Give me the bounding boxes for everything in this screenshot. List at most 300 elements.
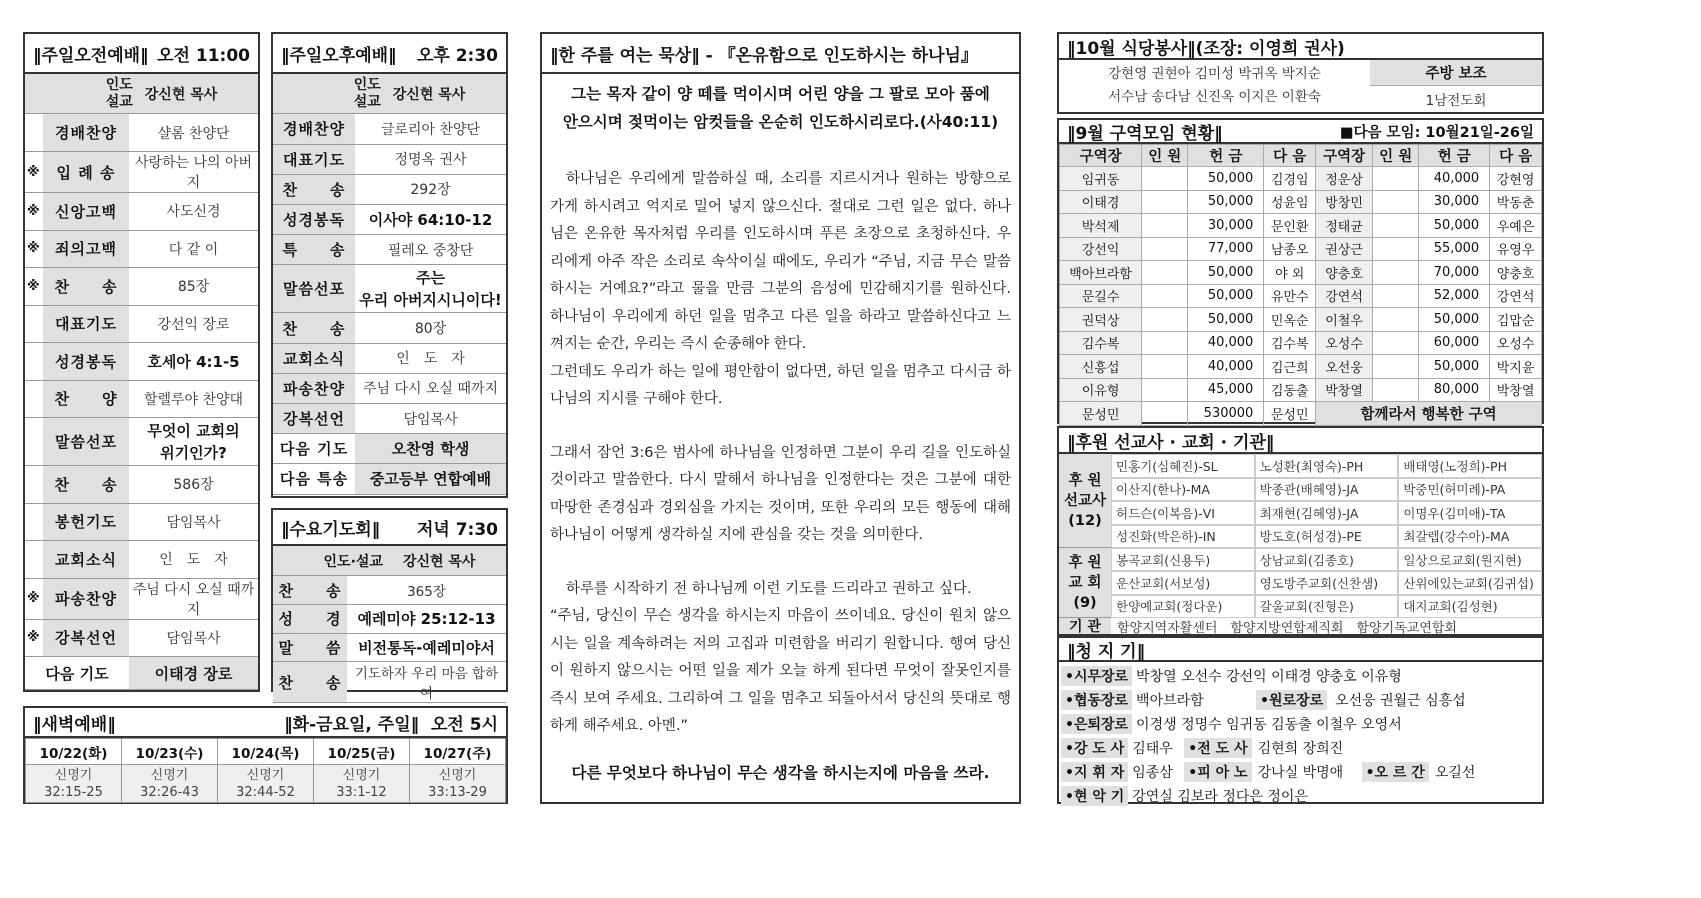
dawn-readings-row bbox=[26, 765, 506, 803]
order-value: 다 같 이 bbox=[129, 230, 258, 268]
cell-value bbox=[1142, 284, 1188, 308]
cell-row bbox=[1060, 214, 1542, 238]
cell-value bbox=[1142, 308, 1188, 332]
wednesday-leader-row bbox=[273, 546, 506, 576]
order-row bbox=[273, 373, 506, 403]
order-value: 주님 다시 오실 때까지 bbox=[355, 373, 506, 403]
order-label: 찬 송 bbox=[43, 466, 129, 504]
order-label: 경배찬양 bbox=[43, 114, 129, 152]
order-value: 인 도 자 bbox=[129, 541, 258, 579]
conductor-names: 임종삼 bbox=[1132, 765, 1173, 781]
cell-value: 77,000 bbox=[1188, 237, 1264, 261]
order-value: 85장 bbox=[129, 268, 258, 306]
church-item: 봉곡교회(신용두) bbox=[1111, 548, 1255, 571]
afternoon-service-time: 오후 2:30 bbox=[416, 45, 498, 66]
order-label: 찬 송 bbox=[273, 662, 347, 703]
cell-value: 이철우 bbox=[1316, 308, 1373, 332]
order-label: 대표기도 bbox=[43, 305, 129, 343]
order-row bbox=[273, 144, 506, 174]
retired-elders-tag: •은퇴장로 bbox=[1061, 714, 1132, 734]
cell-groups-next: ■다음 모임: 10월21일-26일 bbox=[1339, 124, 1534, 141]
cell-value: 성윤임 bbox=[1264, 190, 1316, 214]
order-value: 586장 bbox=[129, 466, 258, 504]
dawn-date: 10/27(주) bbox=[410, 739, 506, 765]
cell-value: 김동출 bbox=[1264, 378, 1316, 402]
order-label: 교회소식 bbox=[273, 343, 355, 373]
cell-value: 30,000 bbox=[1188, 214, 1264, 238]
order-value: 정명옥 권사 bbox=[355, 144, 506, 174]
cell-value: 박창열 bbox=[1316, 378, 1373, 402]
cell-row bbox=[1060, 331, 1542, 355]
morning-leader-role1: 인도 bbox=[105, 76, 133, 93]
cell-value: 김수복 bbox=[1264, 331, 1316, 355]
cell-value: 유영우 bbox=[1490, 237, 1542, 261]
cell-value: 문성민 bbox=[1264, 402, 1316, 426]
cell-groups-title: ‖9월 구역모임 현황‖ bbox=[1067, 123, 1223, 144]
cell-value: 40,000 bbox=[1188, 355, 1264, 379]
cell-value: 문길수 bbox=[1060, 284, 1142, 308]
order-row bbox=[273, 576, 506, 605]
order-value-line1: 무엇이 교회의 bbox=[147, 421, 240, 440]
order-label: 성경봉독 bbox=[273, 205, 355, 235]
officers-row-preachers bbox=[1061, 736, 1540, 760]
active-elders-names: 박창열 오선수 강선익 이태경 양충호 이유형 bbox=[1136, 669, 1402, 685]
wednesday-order-table bbox=[273, 576, 506, 703]
cell-value: 강연석 bbox=[1316, 284, 1373, 308]
morning-leader-name: 강신현 목사 bbox=[144, 86, 218, 103]
order-value bbox=[129, 418, 258, 466]
order-value: 비전통독-예레미야서 bbox=[347, 633, 506, 662]
missionary-item: 성진화(박은하)-IN bbox=[1111, 525, 1255, 549]
order-value-line2: 우리 아버지시니이다! bbox=[359, 290, 502, 309]
church-item: 대지교회(김성현) bbox=[1398, 595, 1542, 618]
order-label: 말씀선포 bbox=[273, 265, 355, 313]
strings-tag: •현 악 기 bbox=[1061, 786, 1128, 806]
order-row bbox=[273, 662, 506, 703]
cell-value: 강선익 bbox=[1060, 237, 1142, 261]
cell-value: 박석제 bbox=[1060, 214, 1142, 238]
order-row bbox=[25, 152, 258, 193]
cell-value: 방창민 bbox=[1316, 190, 1373, 214]
cell-value bbox=[1142, 331, 1188, 355]
dawn-date: 10/24(목) bbox=[218, 739, 314, 765]
cell-groups-table bbox=[1059, 144, 1542, 426]
morning-leader-row bbox=[25, 74, 258, 114]
cell-value bbox=[1373, 190, 1419, 214]
cell-value: 오성수 bbox=[1316, 331, 1373, 355]
cell-value: 문인환 bbox=[1264, 214, 1316, 238]
order-label: 말 씀 bbox=[273, 633, 347, 662]
afternoon-leader-name: 강신현 목사 bbox=[392, 86, 466, 103]
order-row bbox=[25, 343, 258, 381]
support-agency-list: 함양지역자활센터 함양지방연합제직회 함양기독교연합회 bbox=[1117, 620, 1457, 636]
morning-service-box bbox=[23, 32, 260, 692]
cell-value: 정태균 bbox=[1316, 214, 1373, 238]
cell-value: 이유형 bbox=[1060, 378, 1142, 402]
order-row bbox=[25, 380, 258, 418]
cell-value: 50,000 bbox=[1419, 308, 1490, 332]
cell-value: 40,000 bbox=[1419, 167, 1490, 191]
order-mark bbox=[25, 343, 43, 381]
cell-row bbox=[1060, 237, 1542, 261]
dawn-reading bbox=[314, 765, 410, 803]
cell-value: 50,000 bbox=[1188, 308, 1264, 332]
preacher-names: 김태우 bbox=[1132, 741, 1173, 757]
church-item: 한양예교회(정다운) bbox=[1111, 595, 1255, 618]
dawn-schedule-table bbox=[25, 738, 506, 803]
officers-title: ‖청 지 기‖ bbox=[1067, 641, 1146, 662]
cell-last-row bbox=[1060, 402, 1542, 426]
order-value: 292장 bbox=[355, 174, 506, 204]
afternoon-service-header bbox=[273, 34, 506, 74]
cell-value bbox=[1373, 308, 1419, 332]
cell-value: 문성민 bbox=[1060, 402, 1142, 426]
kitchen-volunteers-line2: 서수남 송다남 신진옥 이지은 이환숙 bbox=[1108, 89, 1321, 105]
piano-names: 강나실 박명애 bbox=[1257, 765, 1344, 781]
wednesday-service-title: ‖수요기도회‖ bbox=[281, 519, 381, 540]
order-label: 파송찬양 bbox=[43, 578, 129, 619]
support-agency-label: 기 관 bbox=[1059, 618, 1111, 634]
meditation-closing: 다른 무엇보다 하나님이 무슨 생각을 하시는지에 마음을 쓰라. bbox=[571, 763, 990, 782]
cell-value: 30,000 bbox=[1419, 190, 1490, 214]
order-label: 입 례 송 bbox=[43, 152, 129, 193]
order-row bbox=[273, 313, 506, 343]
missionary-item: 박종관(배혜영)-JA bbox=[1255, 478, 1399, 502]
dawn-reading bbox=[26, 765, 122, 803]
order-mark: ※ bbox=[25, 193, 43, 231]
cell-header: 다 음 bbox=[1264, 145, 1316, 167]
organ-names: 오길선 bbox=[1434, 765, 1476, 781]
piano-tag: •피 아 노 bbox=[1184, 762, 1251, 782]
support-church-grid bbox=[1111, 548, 1542, 617]
preacher-tag: •강 도 사 bbox=[1061, 738, 1128, 758]
church-item: 운산교회(서보성) bbox=[1111, 571, 1255, 594]
cell-value: 양충호 bbox=[1490, 261, 1542, 285]
order-value: 80장 bbox=[355, 313, 506, 343]
order-value: 사도신경 bbox=[129, 193, 258, 231]
emeritus-elders-tag: •원로장로 bbox=[1256, 690, 1327, 710]
missionary-item: 방도호(허성경)-PE bbox=[1255, 525, 1399, 549]
kitchen-volunteers bbox=[1059, 60, 1370, 112]
dawn-reading bbox=[122, 765, 218, 803]
order-row bbox=[25, 541, 258, 579]
cell-value: 민옥순 bbox=[1264, 308, 1316, 332]
cell-header: 인 원 bbox=[1373, 145, 1419, 167]
cell-value: 50,000 bbox=[1419, 214, 1490, 238]
order-value: 샬롬 찬양단 bbox=[129, 114, 258, 152]
order-label: 신앙고백 bbox=[43, 193, 129, 231]
dawn-service-title: ‖새벽예배‖ bbox=[33, 714, 116, 735]
order-label: 강복선언 bbox=[273, 404, 355, 434]
cell-value: 50,000 bbox=[1419, 355, 1490, 379]
missionary-item: 최재현(김혜영)-JA bbox=[1255, 501, 1399, 525]
church-item: 산위에있는교회(김귀섭) bbox=[1398, 571, 1542, 594]
order-mark: ※ bbox=[25, 578, 43, 619]
evangelist-names: 김현희 장희진 bbox=[1257, 741, 1344, 757]
cell-value: 박동춘 bbox=[1490, 190, 1542, 214]
church-item: 영도방주교회(신찬샘) bbox=[1255, 571, 1399, 594]
order-row bbox=[273, 343, 506, 373]
cell-footer: 함께라서 행복한 구역 bbox=[1316, 402, 1542, 426]
cell-value: 남종오 bbox=[1264, 237, 1316, 261]
order-value: 담임목사 bbox=[129, 503, 258, 541]
order-label: 교회소식 bbox=[43, 541, 129, 579]
wednesday-service-box bbox=[271, 508, 508, 702]
cell-value bbox=[1373, 355, 1419, 379]
missionary-item: 배태영(노정희)-PH bbox=[1398, 454, 1542, 478]
order-mark: ※ bbox=[25, 230, 43, 268]
morning-order-table bbox=[25, 114, 258, 690]
cell-value: 오성수 bbox=[1490, 331, 1542, 355]
order-value: 오찬영 학생 bbox=[355, 434, 506, 464]
cell-value: 박창열 bbox=[1490, 378, 1542, 402]
order-row bbox=[273, 205, 506, 235]
dawn-book: 신명기 bbox=[54, 767, 93, 783]
meditation-verse-line2: 안으시며 젖먹이는 암컷들을 온순히 인도하시리로다.(사40:11) bbox=[562, 113, 999, 131]
order-row bbox=[273, 265, 506, 313]
officers-row-music bbox=[1061, 760, 1540, 784]
order-label: 찬 양 bbox=[43, 380, 129, 418]
order-label: 성 경 bbox=[273, 605, 347, 634]
church-item: 일상으로교회(원지현) bbox=[1398, 548, 1542, 571]
retired-elders-names: 이경생 정명수 임귀동 김동출 이철우 오영서 bbox=[1136, 717, 1402, 733]
next-prayer-value: 이태경 장로 bbox=[129, 657, 258, 690]
order-mark bbox=[25, 114, 43, 152]
order-label: 봉헌기도 bbox=[43, 503, 129, 541]
conductor-tag: •지 휘 자 bbox=[1061, 762, 1128, 782]
order-value: 강선익 장로 bbox=[129, 305, 258, 343]
order-mark bbox=[25, 466, 43, 504]
support-agencies bbox=[1059, 618, 1542, 634]
cell-value: 50,000 bbox=[1188, 190, 1264, 214]
order-mark bbox=[25, 380, 43, 418]
order-value: 중고등부 연합예배 bbox=[355, 464, 506, 494]
cell-value bbox=[1373, 167, 1419, 191]
dawn-verse: 32:15-25 bbox=[44, 784, 103, 800]
cell-row bbox=[1060, 378, 1542, 402]
cell-value: 80,000 bbox=[1419, 378, 1490, 402]
cell-value: 우예은 bbox=[1490, 214, 1542, 238]
wednesday-leader-name: 강신현 목사 bbox=[402, 553, 476, 570]
order-label: 찬 송 bbox=[43, 268, 129, 306]
order-row bbox=[25, 619, 258, 657]
dawn-date: 10/22(화) bbox=[26, 739, 122, 765]
order-mark bbox=[25, 305, 43, 343]
cell-value: 양충호 bbox=[1316, 261, 1373, 285]
cell-value bbox=[1142, 237, 1188, 261]
missionary-item: 노성환(최영숙)-PH bbox=[1255, 454, 1399, 478]
order-row bbox=[25, 268, 258, 306]
order-value-line2: 위기인가? bbox=[160, 443, 227, 462]
dawn-verse: 33:13-29 bbox=[428, 784, 487, 800]
support-missionary-count: (12) bbox=[1068, 512, 1102, 529]
order-value: 호세아 4:1-5 bbox=[129, 343, 258, 381]
kitchen-title: ‖10월 식당봉사‖(조장: 이영희 권사) bbox=[1067, 38, 1345, 59]
dawn-date: 10/25(금) bbox=[314, 739, 410, 765]
order-value: 담임목사 bbox=[355, 404, 506, 434]
afternoon-service-title: ‖주일오후예배‖ bbox=[281, 45, 397, 66]
missionary-item: 허드슨(이복음)-VI bbox=[1111, 501, 1255, 525]
officers-row-active-elders bbox=[1061, 664, 1540, 688]
order-label: 다음 기도 bbox=[273, 434, 355, 464]
order-row bbox=[273, 464, 506, 494]
order-value: 사랑하는 나의 아버지 bbox=[129, 152, 258, 193]
cell-row bbox=[1060, 284, 1542, 308]
dawn-date: 10/23(수) bbox=[122, 739, 218, 765]
kitchen-assist-title: 주방 보조 bbox=[1370, 60, 1542, 86]
cell-value: 신흥섭 bbox=[1060, 355, 1142, 379]
cell-value: 권상근 bbox=[1316, 237, 1373, 261]
order-value: 주님 다시 오실 때까지 bbox=[129, 578, 258, 619]
officers-row-strings bbox=[1061, 784, 1540, 808]
cell-header-row bbox=[1060, 145, 1542, 167]
cell-groups-box bbox=[1057, 118, 1544, 424]
cell-value: 강연석 bbox=[1490, 284, 1542, 308]
cell-value: 유만수 bbox=[1264, 284, 1316, 308]
order-row bbox=[25, 503, 258, 541]
order-row bbox=[25, 578, 258, 619]
cell-row bbox=[1060, 308, 1542, 332]
order-row bbox=[273, 434, 506, 464]
afternoon-service-box bbox=[271, 32, 508, 498]
cell-value: 권덕상 bbox=[1060, 308, 1142, 332]
support-church-label: 후 원 교 회 bbox=[1068, 554, 1102, 591]
strings-names: 강연실 김보라 정다은 정이은 bbox=[1132, 789, 1308, 805]
cell-value bbox=[1373, 214, 1419, 238]
order-value: 할렐루야 찬양대 bbox=[129, 380, 258, 418]
order-value: 담임목사 bbox=[129, 619, 258, 657]
wednesday-service-time: 저녁 7:30 bbox=[416, 519, 498, 540]
next-prayer-label: 다음 기도 bbox=[25, 657, 129, 690]
dawn-verse: 32:44-52 bbox=[236, 784, 295, 800]
dawn-service-header bbox=[25, 708, 506, 738]
cell-value: 김경임 bbox=[1264, 167, 1316, 191]
cell-row bbox=[1060, 167, 1542, 191]
meditation-paragraph-3: 그래서 잠언 3:6은 범사에 하나님을 인정하면 그분이 우리 길을 인도하실 것이라고 말씀한다. 다시 말해서 하나님을 인정한다는 것은 그분에 대한 마땅한 존경심과 경외심을 가지는 것이며, 또한 우리의 모든 행동에 대해 하나님이 어떻게 생각하실 지에 관심을 갖는 것을 의미한다. bbox=[550, 444, 1011, 543]
cell-header: 다 음 bbox=[1490, 145, 1542, 167]
order-row bbox=[273, 114, 506, 144]
cell-value bbox=[1142, 190, 1188, 214]
support-title: ‖후원 선교사 · 교회 · 기관‖ bbox=[1067, 432, 1275, 453]
order-row bbox=[25, 230, 258, 268]
next-prayer-row bbox=[25, 657, 258, 690]
support-header bbox=[1059, 428, 1542, 454]
officers-box bbox=[1057, 636, 1544, 804]
church-item: 상남교회(김종호) bbox=[1255, 548, 1399, 571]
cell-value: 야 외 bbox=[1264, 261, 1316, 285]
cell-value: 박지윤 bbox=[1490, 355, 1542, 379]
kitchen-service-box bbox=[1057, 32, 1544, 114]
meditation-title: ‖한 주를 여는 묵상‖ - 『온유함으로 인도하시는 하나님』 bbox=[550, 45, 978, 66]
support-churches bbox=[1059, 548, 1542, 618]
officers-row-cooperating-elders bbox=[1061, 688, 1540, 712]
cell-groups-header bbox=[1059, 120, 1542, 144]
order-value-line1: 주는 bbox=[416, 268, 445, 287]
cell-value bbox=[1142, 378, 1188, 402]
cell-value: 김수복 bbox=[1060, 331, 1142, 355]
cell-value: 정운상 bbox=[1316, 167, 1373, 191]
active-elders-tag: •시무장로 bbox=[1061, 666, 1132, 686]
cell-row bbox=[1060, 261, 1542, 285]
cell-value bbox=[1142, 214, 1188, 238]
cell-value: 백아브라함 bbox=[1060, 261, 1142, 285]
order-value: 글로리아 찬양단 bbox=[355, 114, 506, 144]
order-row bbox=[273, 404, 506, 434]
missionary-item: 민홍기(심혜진)-SL bbox=[1111, 454, 1255, 478]
morning-service-time: 오전 11:00 bbox=[157, 45, 250, 66]
cell-value: 강현영 bbox=[1490, 167, 1542, 191]
cell-value bbox=[1142, 355, 1188, 379]
support-missionary-label: 후 원 선교사 bbox=[1063, 472, 1107, 509]
missionary-item: 이명우(김미애)-TA bbox=[1398, 501, 1542, 525]
cell-value bbox=[1373, 284, 1419, 308]
order-row bbox=[25, 305, 258, 343]
support-missionaries bbox=[1059, 454, 1542, 548]
officers-header bbox=[1059, 638, 1542, 662]
dawn-dates-row bbox=[26, 739, 506, 765]
order-label: 찬 송 bbox=[273, 576, 347, 605]
order-value: 기도하자 우리 마음 합하여 bbox=[347, 662, 506, 703]
dawn-reading bbox=[218, 765, 314, 803]
cell-value: 50,000 bbox=[1188, 167, 1264, 191]
cell-header: 헌 금 bbox=[1419, 145, 1490, 167]
afternoon-order-table bbox=[273, 114, 506, 495]
cell-header: 구역장 bbox=[1316, 145, 1373, 167]
cell-value bbox=[1142, 402, 1188, 426]
order-label: 파송찬양 bbox=[273, 373, 355, 403]
cell-value: 임귀동 bbox=[1060, 167, 1142, 191]
cell-value: 40,000 bbox=[1188, 331, 1264, 355]
cell-value bbox=[1142, 167, 1188, 191]
meditation-prayer: “주님, 당신이 무슨 생각을 하시는지 마음이 쓰이네요. 당신이 원치 않으시는 일을 계속하려는 저의 고집과 미련함을 버리기 원합니다. 행여 당신이 원하지 않으시는 어떤 일을 제가 오늘 하게 된다면 무엇이 잘못인지를 즉시 보여 주세요. 그리하여 그 일을 멈추고 되돌아서서 당신의 뜻대로 행하게 해주세요. 아멘.” bbox=[550, 608, 1011, 734]
cell-header: 구역장 bbox=[1060, 145, 1142, 167]
order-label: 특 송 bbox=[273, 235, 355, 265]
order-row bbox=[25, 466, 258, 504]
wednesday-leader-role: 인도·설교 bbox=[323, 553, 383, 570]
order-label: 강복선언 bbox=[43, 619, 129, 657]
order-mark: ※ bbox=[25, 152, 43, 193]
order-label: 다음 특송 bbox=[273, 464, 355, 494]
cooperating-elders-names: 백아브라함 bbox=[1136, 693, 1204, 709]
missionary-item: 최갈렙(강수아)-MA bbox=[1398, 525, 1542, 549]
order-value: 필레오 중창단 bbox=[355, 235, 506, 265]
cell-value bbox=[1373, 331, 1419, 355]
evangelist-tag: •전 도 사 bbox=[1184, 738, 1251, 758]
order-mark: ※ bbox=[25, 268, 43, 306]
meditation-paragraph-2: 그런데도 우리가 하는 일에 평안함이 없다면, 하던 일을 멈추고 다시금 하나님의 지시를 구해야 한다. bbox=[550, 363, 1011, 407]
order-row bbox=[25, 418, 258, 466]
dawn-service-days: ‖화-금요일, 주일‖ bbox=[284, 714, 420, 735]
order-row bbox=[25, 193, 258, 231]
support-missionary-grid bbox=[1111, 454, 1542, 547]
order-row bbox=[25, 114, 258, 152]
order-value: 예레미야 25:12-13 bbox=[347, 605, 506, 634]
missionary-item: 박중민(허미례)-PA bbox=[1398, 478, 1542, 502]
support-box bbox=[1057, 426, 1544, 636]
cell-value bbox=[1142, 261, 1188, 285]
organ-tag: •오 르 간 bbox=[1362, 762, 1429, 782]
order-label: 찬 송 bbox=[273, 174, 355, 204]
cell-value: 김근희 bbox=[1264, 355, 1316, 379]
dawn-verse: 32:26-43 bbox=[140, 784, 199, 800]
order-label: 죄의고백 bbox=[43, 230, 129, 268]
meditation-verse-line1: 그는 목자 같이 양 떼를 먹이시며 어린 양을 그 팔로 모아 품에 bbox=[571, 85, 990, 103]
dawn-book: 신명기 bbox=[246, 767, 285, 783]
emeritus-elders-names: 오선웅 권월근 심흥섭 bbox=[1335, 693, 1466, 709]
dawn-verse: 33:1-12 bbox=[336, 784, 387, 800]
order-mark bbox=[25, 541, 43, 579]
cell-value: 오선웅 bbox=[1316, 355, 1373, 379]
